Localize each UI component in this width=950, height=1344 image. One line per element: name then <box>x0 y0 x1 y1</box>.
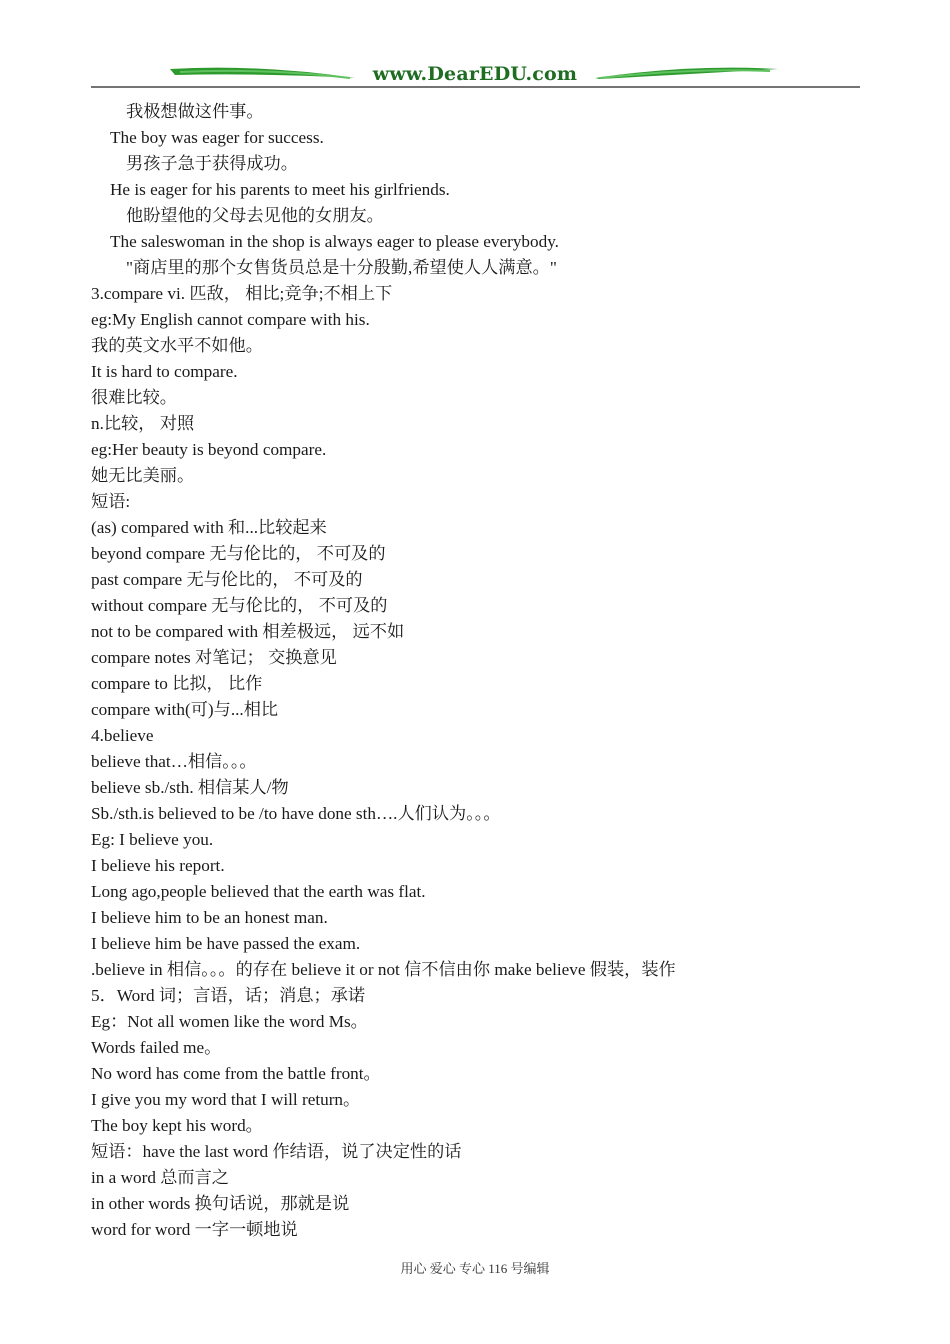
text-line: It is hard to compare. <box>91 362 238 381</box>
text-line: The saleswoman in the shop is always eager to please everybody. <box>110 232 559 251</box>
text-line: compare notes 对笔记； 交换意见 <box>91 648 337 667</box>
text-line: 短语: <box>91 492 131 511</box>
text-line: eg:My English cannot compare with his. <box>91 310 370 329</box>
text-line: past compare 无与伦比的， 不可及的 <box>91 570 363 589</box>
text-line: 我极想做这件事。 <box>126 102 264 121</box>
text-line: I believe him to be an honest man. <box>91 908 328 927</box>
text-line: beyond compare 无与伦比的， 不可及的 <box>91 544 386 563</box>
text-line: not to be compared with 相差极远， 远不如 <box>91 622 405 641</box>
text-line: 他盼望他的父母去见他的女朋友。 <box>126 206 384 225</box>
text-line: The boy was eager for success. <box>110 128 324 147</box>
text-line: He is eager for his parents to meet his girlfriends. <box>110 180 450 199</box>
document-body <box>91 99 871 1243</box>
text-line: I believe him be have passed the exam. <box>91 934 361 953</box>
text-line: Eg：Not all women like the word Ms。 <box>91 1012 368 1031</box>
text-line: compare to 比拟， 比作 <box>91 674 263 693</box>
text-line: in a word 总而言之 <box>91 1168 229 1187</box>
text-line: eg:Her beauty is beyond compare. <box>91 440 327 459</box>
page-footer: 用心 爱心 专心 116 号编辑 <box>400 1261 550 1276</box>
text-line: Words failed me。 <box>91 1038 222 1057</box>
text-line: compare with(可)与...相比 <box>91 700 279 719</box>
text-line: without compare 无与伦比的， 不可及的 <box>91 596 388 615</box>
page-header <box>0 58 950 94</box>
text-line: 我的英文水平不如他。 <box>91 336 263 355</box>
text-line: 4.believe <box>91 726 154 745</box>
text-line: 她无比美丽。 <box>91 466 195 485</box>
text-line: 男孩子急于获得成功。 <box>126 154 298 173</box>
text-line: believe that…相信。。。 <box>91 752 257 771</box>
text-line: I believe his report. <box>91 856 225 875</box>
text-line: Long ago,people believed that the earth was flat. <box>91 882 426 901</box>
text-line: No word has come from the battle front。 <box>91 1064 381 1083</box>
text-line: Sb./sth.is believed to be /to have done sth….人们认为。。。 <box>91 804 501 823</box>
text-line: .believe in 相信。。。的存在 believe it or not 信不信由你 make believe 假装，装作 <box>91 960 676 979</box>
text-line: believe sb./sth. 相信某人/物 <box>91 778 289 797</box>
text-line: in other words 换句话说，那就是说 <box>91 1194 350 1213</box>
text-line: I give you my word that I will return。 <box>91 1090 361 1109</box>
text-line: 短语：have the last word 作结语，说了决定性的话 <box>91 1142 462 1161</box>
text-line: (as) compared with 和...比较起来 <box>91 518 327 537</box>
site-logo-text: www.DearEDU.com <box>372 63 578 85</box>
text-line: word for word 一字一顿地说 <box>91 1220 298 1239</box>
text-line: 5．Word 词；言语，话；消息；承诺 <box>91 986 366 1005</box>
text-line: The boy kept his word。 <box>91 1116 263 1135</box>
text-line: 很难比较。 <box>91 388 177 407</box>
text-line: 3.compare vi. 匹敌， 相比;竞争;不相上下 <box>91 284 393 303</box>
text-line: "商店里的那个女售货员总是十分殷勤,希望使人人满意。" <box>126 258 557 277</box>
text-line: Eg: I believe you. <box>91 830 214 849</box>
text-line: n.比较， 对照 <box>91 414 195 433</box>
